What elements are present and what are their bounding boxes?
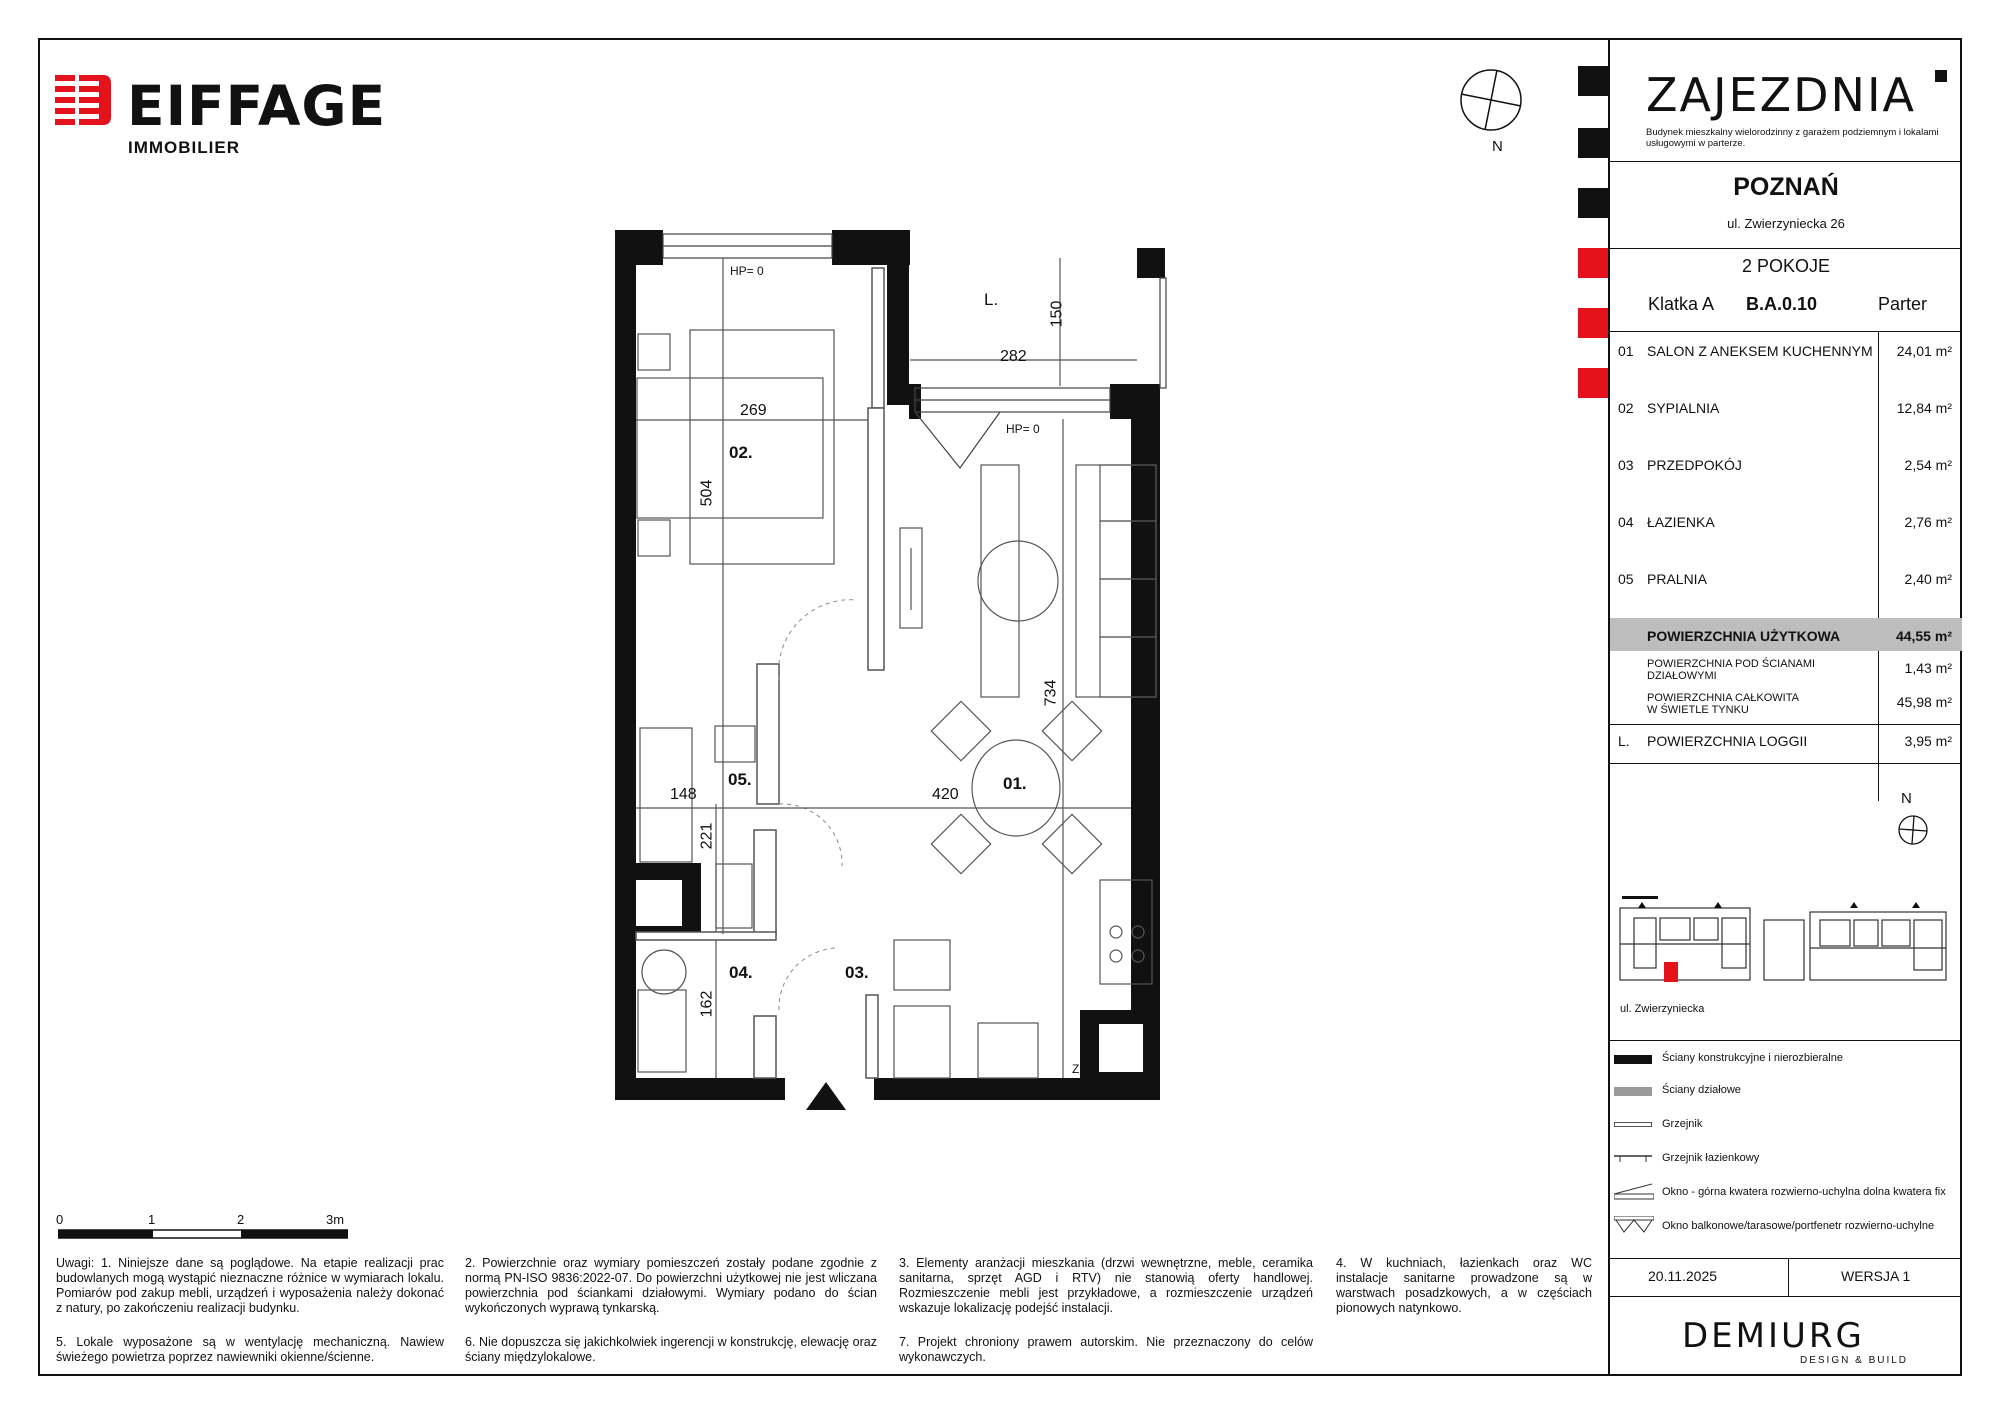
- north-arrow-icon: [1455, 66, 1527, 162]
- note-7: 7. Projekt chroniony prawem autorskim. Nie przeznaczony do celów wykonawczych.: [899, 1335, 1313, 1364]
- scale-bar-icon: [58, 1228, 348, 1240]
- legend-radiator-swatch: [1614, 1122, 1652, 1127]
- logo-name: EIFFAGE: [127, 74, 387, 138]
- marker-red-1: [1578, 248, 1608, 278]
- legend-item: Grzejnik łazienkowy: [1662, 1152, 1760, 1164]
- note-2: 2. Powierzchnie oraz wymiary pomieszczeń zostały podane zgodnie z normą PN-ISO 9836:2022-07. Do powierzchni użytkowej nie jest wliczana powierzchnia pod ściankami działowymi. Wymiary podano do ścian wykończonych wyprawą tynkarską.: [465, 1256, 877, 1315]
- floor-level: Parter: [1878, 294, 1928, 314]
- scale-label: 1: [148, 1212, 156, 1227]
- issue-date: 20.11.2025: [1648, 1268, 1718, 1284]
- eiffage-logo-icon: [55, 75, 113, 127]
- legend-structural-swatch: [1614, 1055, 1652, 1064]
- note-3: 3. Elementy aranżacji mieszkania (drzwi wewnętrzne, meble, ceramika sanitarna, sprzęt AGD i RTV) nie stanowią oferty handlowej. Rozmieszczenie mebli jest przykładowe, a rozmieszczenie urządzeń wskazuje lokalizację podejść instalacji.: [899, 1256, 1313, 1315]
- legend-item: Grzejnik: [1662, 1118, 1703, 1130]
- keyplan-icon: [1614, 888, 1956, 998]
- project-subtitle: Budynek mieszkalny wielorodzinny z garażem podziemnym i lokalami usługowymi w parterze.: [1646, 127, 1939, 149]
- note-4: 4. W kuchniach, łazienkach oraz WC instalacje sanitarne prowadzone są w warstwach posadzkowych, a w częściach pionowych natynkowo.: [1336, 1256, 1592, 1315]
- apartment-code: B.A.0.10: [1746, 294, 1818, 314]
- dim-162: 162: [698, 990, 716, 1018]
- marker-red-3: [1578, 368, 1608, 398]
- legend-window-icon: [1614, 1182, 1654, 1200]
- project-city: POZNAŃ: [1733, 173, 1839, 201]
- dim-269: 269: [740, 402, 767, 419]
- legend-item: Ściany działowe: [1662, 1084, 1741, 1096]
- room-label-loggia: L.: [984, 290, 999, 309]
- room-label-03: 03.: [845, 963, 869, 982]
- document-version: WERSJA 1: [1841, 1268, 1911, 1284]
- legend-bath-radiator-icon: [1614, 1152, 1652, 1164]
- dim-504: 504: [698, 479, 716, 507]
- legend-item: Okno balkonowe/tarasowe/portfenetr rozwierno-uchylne: [1662, 1220, 1935, 1232]
- keyplan-north-label: N: [1901, 790, 1912, 807]
- north-label: N: [1492, 138, 1503, 155]
- window-height-label: HP= 0: [730, 264, 764, 278]
- note-6: 6. Nie dopuszcza się jakichkolwiek ingerencji w konstrukcję, elewację oraz ściany międzylokalowe.: [465, 1335, 877, 1364]
- room-label-02: 02.: [729, 443, 753, 462]
- z-marker: Z: [1072, 1062, 1080, 1076]
- marker-black-2: [1578, 128, 1608, 158]
- window-height-label: HP= 0: [1006, 422, 1040, 436]
- entrance-arrow-icon: [806, 1082, 846, 1110]
- demiurg-logo: DEMIURG: [1682, 1316, 1865, 1356]
- legend-item: Ściany konstrukcyjne i nierozbieralne: [1662, 1052, 1843, 1064]
- logo-subtitle: IMMOBILIER: [128, 138, 240, 157]
- dim-221: 221: [698, 822, 716, 850]
- furniture: [637, 330, 1156, 1078]
- partition-walls: [636, 268, 884, 1078]
- demiurg-tagline: DESIGN & BUILD: [1800, 1355, 1909, 1366]
- project-title: ZAJEZDNIA: [1646, 68, 1916, 122]
- staircase: Klatka A: [1648, 294, 1715, 314]
- dim-148: 148: [670, 786, 697, 803]
- legend-item: Okno - górna kwatera rozwierno-uchylna dolna kwatera fix: [1662, 1186, 1946, 1198]
- floor-plan: [600, 220, 1200, 1120]
- scale-label: 3m: [326, 1212, 345, 1227]
- legend-balcony-window-icon: [1614, 1216, 1654, 1234]
- dimension-lines: [636, 258, 1137, 1078]
- project-street: ul. Zwierzyniecka 26: [1727, 216, 1845, 231]
- dim-420: 420: [932, 786, 959, 803]
- scale-label: 0: [56, 1212, 64, 1227]
- note-5: 5. Lokale wyposażone są w wentylację mechaniczną. Nawiew świeżego powietrza poprzez nawiewniki okienne/ścienne.: [56, 1335, 444, 1364]
- keyplan-north-icon: [1896, 813, 1930, 847]
- door-swings: [779, 600, 857, 1010]
- room-count: 2 POKOJE: [1741, 256, 1831, 276]
- dim-150: 150: [1048, 300, 1066, 328]
- marker-red-2: [1578, 308, 1608, 338]
- scale-label: 2: [237, 1212, 245, 1227]
- keyplan-street: ul. Zwierzyniecka: [1620, 1003, 1705, 1015]
- dim-282: 282: [1000, 348, 1027, 365]
- legend-partition-swatch: [1614, 1087, 1652, 1096]
- room-label-01: 01.: [1003, 774, 1027, 793]
- note-1: Uwagi: 1. Niniejsze dane są poglądowe. Na etapie realizacji prac budowlanych mogą wystąpić nieznaczne różnice w wymiarach lokalu. Pomiarów pod zakup mebli, urządzeń i wyposażenia należy dokonać z natury, po zakończeniu realizacji budynku.: [56, 1256, 444, 1315]
- marker-black-3: [1578, 188, 1608, 218]
- room-label-04: 04.: [729, 963, 753, 982]
- title-square-icon: [1935, 70, 1947, 82]
- info-panel: ZAJEZDNIA Budynek mieszkalny wielorodzinny z garażem podziemnym i lokalami usługowymi w parterze. POZNAŃ ul. Zwierzyniecka 26 2 POKOJE Klatka A B.A.0.10 Parter 01 SALON Z ANEKSEM KUCHENNYM 24,01 m² 02 SYPIALNIA 12,84 m² 03 PRZEDPOKÓJ 2,54 m² 04 ŁAZIENKA 2,76 m² 05 PRALNIA 2,40 m² POWIERZCHNIA UŻYTKOWA 44,55 m² POWIERZCHNIA POD ŚCIANAMI DZIAŁOWYMI 1,43 m² POWIERZCHNIA CAŁKOWITA W ŚWIETLE TYNKU 45,98 m² L. POWIERZCHNIA LOGGII 3,95 m² 20.11.2025 WERSJA 1: [1608, 38, 1962, 1376]
- dim-734: 734: [1042, 679, 1060, 707]
- room-label-05: 05.: [728, 770, 752, 789]
- marker-black-1: [1578, 66, 1608, 96]
